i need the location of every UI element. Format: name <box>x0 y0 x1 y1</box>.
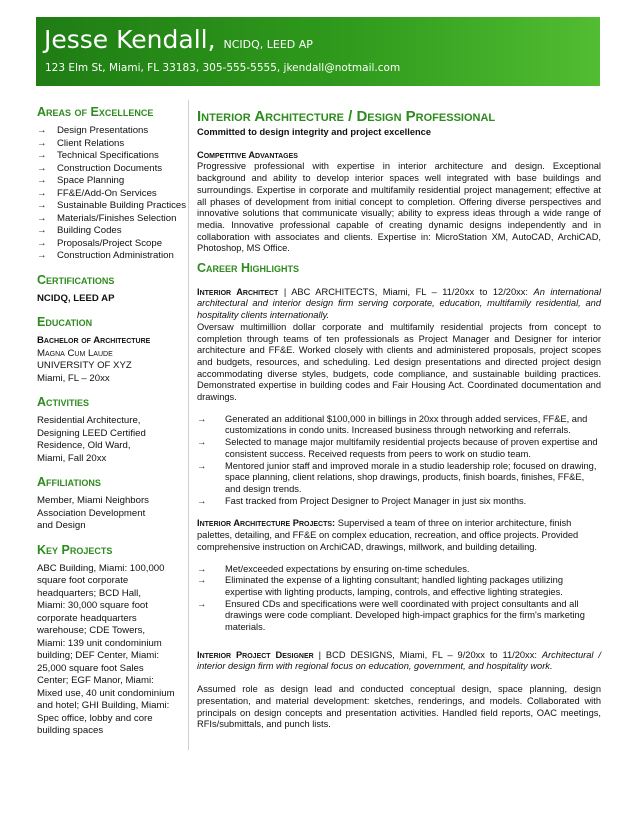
bullet-text: Met/exceeded expectations by ensuring on-time schedules. <box>225 563 470 574</box>
certifications-text: NCIDQ, LEED AP <box>37 292 115 304</box>
name-text: Jesse Kendall, <box>44 25 216 54</box>
project-line: corporate headquarters <box>37 612 137 624</box>
arrow-icon: → <box>197 437 207 448</box>
arrow-icon: → <box>37 200 47 211</box>
job1-details: | ABC ARCHITECTS, Miami, FL – 11/20xx to 12/20xx: <box>278 286 534 297</box>
affiliation-line: Association Development <box>37 507 146 519</box>
advantages-text: Progressive professional with expertise in interior architecture and design. Exceptional background and ability to develop interior spaces well integrated with base buildings and surroundings. Expertise in corporate and multifamily residential project management; effective at all phases of development from initial concept to completion. Offering diverse perspectives and innovative solutions that communicate visually; ability to express ideas through a wide range of media. Innovative professional capable of creating dynamic designs independently and in collaboration with associates and clients. Expertise in: MicroStation XM, AutoCAD, ArchiCAD, Photoshop, MS Office. <box>197 161 601 254</box>
activity-line: Residence, Old Ward, <box>37 440 131 451</box>
main-content <box>197 108 601 731</box>
activities-heading: Activities <box>37 395 90 409</box>
job1-title: Interior Architect <box>197 286 279 297</box>
area-label: Client Relations <box>57 137 125 149</box>
arrow-icon: → <box>197 575 207 586</box>
candidate-name <box>44 25 313 54</box>
arrow-icon: → <box>197 495 207 506</box>
arrow-icon: → <box>37 187 47 199</box>
education-heading: Education <box>37 315 93 329</box>
area-label: Construction Documents <box>57 162 163 174</box>
job2-text: Assumed role as design lead and conducted conceptual design, space planning, design presentation, and material development: sketches, renderings, and models. Collaborated with principals on design concepts and presentation activities. Handled field reports, OAC meetings, RFIs/submittals, and punch lists. <box>197 684 601 730</box>
affiliations-heading: Affiliations <box>37 475 101 489</box>
spacer <box>197 507 601 518</box>
area-label: Design Presentations <box>57 125 149 136</box>
projects-bullets <box>197 564 601 634</box>
arrow-icon: → <box>37 162 47 174</box>
project-line: Spec office, lobby and core <box>37 712 153 724</box>
spacer <box>197 673 601 684</box>
list-item <box>197 437 601 460</box>
degree: Bachelor of Architecture <box>37 335 151 346</box>
arrow-icon: → <box>37 175 47 186</box>
list-item <box>37 163 187 176</box>
list-item <box>197 496 601 508</box>
certifications-heading: Certifications <box>37 272 115 287</box>
arrow-icon: → <box>37 212 47 224</box>
resume-header <box>36 17 600 86</box>
area-label: Materials/Finishes Selection <box>57 212 177 224</box>
project-line: 25,000 square foot Sales <box>37 662 144 674</box>
job1-bullets <box>197 414 601 508</box>
list-item <box>37 250 187 263</box>
affiliation-line: and Design <box>37 520 86 531</box>
job2-details: | BCD DESIGNS, Miami, FL – 9/20xx to 11/20xx: <box>313 649 542 660</box>
list-item <box>37 225 187 238</box>
activity-line: Designing LEED Certified <box>37 427 146 439</box>
bullet-text: Generated an additional $100,000 in billings in 20xx through added services, FF&E, and customizations in condo units. Increased business through networking and referrals. <box>225 413 588 436</box>
project-line: building spaces <box>37 725 104 736</box>
project-line: Miami: 30,000 square foot <box>37 600 148 611</box>
key-projects-heading: Key Projects <box>37 542 113 557</box>
list-item <box>37 125 187 138</box>
list-item <box>197 564 601 576</box>
area-label: Sustainable Building Practices <box>57 200 187 211</box>
list-item <box>197 575 601 598</box>
area-label: Building Codes <box>57 225 122 236</box>
school: UNIVERSITY OF XYZ <box>37 360 132 371</box>
job2-description: Architectural / interior design firm with regional focus on education, government, and hospitality work. <box>197 649 601 672</box>
project-line: headquarters; BCD Hall, <box>37 587 141 599</box>
bullet-text: Fast tracked from Project Designer to Project Manager in just six months. <box>225 495 527 506</box>
projects-text: Supervised a team of three on interior architecture, finish palettes, detailing, and FF&E on complex education, recreation, and office projects. Provided comprehensive instruction on ArchiCAD, drawings, millwork, and building detailing. <box>197 518 579 552</box>
area-label: Space Planning <box>57 175 125 186</box>
bullet-text: Ensured CDs and specifications were well coordinated with project consultants and all drawings were code compliant. Developed high-impact graphics for the firm's marketing materials. <box>225 598 585 633</box>
list-item <box>197 414 601 437</box>
bullet-text: Selected to manage major multifamily residential projects because of proven expertise and consistent success. Received requests from peers to work on studio team. <box>225 437 598 459</box>
project-line: building; DEF Center, Miami: <box>37 650 160 661</box>
arrow-icon: → <box>37 237 47 249</box>
projects-paragraph <box>197 518 601 553</box>
areas-heading: Areas of Excellence <box>37 105 154 119</box>
arrow-icon: → <box>37 137 47 149</box>
arrow-icon: → <box>197 598 207 609</box>
arrow-icon: → <box>37 125 47 136</box>
contact-info: 123 Elm St, Miami, FL 33183, 305-555-5555, jkendall@notmail.com <box>45 62 401 74</box>
project-line: ABC Building, Miami: 100,000 <box>37 562 165 574</box>
professional-title: Interior Architecture / Design Professional <box>197 108 496 125</box>
arrow-icon: → <box>197 460 207 471</box>
spacer <box>197 634 601 650</box>
honors: Magna Cum Laude <box>37 347 113 359</box>
job1-description: An international architectural and interior design firm serving corporate, education, multifamily residential, and hospitality clients internationally. <box>197 286 602 321</box>
arrow-icon: → <box>37 150 47 161</box>
list-item <box>37 200 187 213</box>
career-heading: Career Highlights <box>197 261 300 276</box>
list-item <box>37 138 187 151</box>
project-line: warehouse; CDE Towers, <box>37 625 146 636</box>
area-label: FF&E/Add-On Services <box>57 187 157 199</box>
list-item <box>37 150 187 163</box>
project-line: square foot corporate <box>37 575 129 586</box>
job2-header <box>197 650 601 673</box>
project-line: Center; EGF Manor, Miami: <box>37 675 154 686</box>
areas-list <box>37 125 187 263</box>
job2-title: Interior Project Designer <box>197 649 314 660</box>
advantages-heading: Competitive Advantages <box>197 149 298 160</box>
list-item <box>197 599 601 634</box>
project-line: Miami: 139 unit condominium <box>37 637 162 649</box>
projects-label: Interior Architecture Projects: <box>197 518 336 529</box>
bullet-text: Eliminated the expense of a lighting consultant; handled lighting packages utilizing expertise with lighting products, lamping, controls, and effective lighting strategies. <box>225 575 564 597</box>
column-divider <box>188 100 189 750</box>
area-label: Technical Specifications <box>57 150 159 161</box>
area-label: Construction Administration <box>57 250 174 261</box>
job1-text: Oversaw multimillion dollar corporate and multifamily residential projects from concept to completion through teams of ten professionals as Project Manager and Designer for interior architecture and FF&E. Worked closely with clients and administered proposals, project scopes and budgets, resources, and scheduling. Led design presentations and directed project design accommodating diverse styles, budgets, code compliance, and sustainable building practices. Demonstrated expertise in building codes and Fair Housing Act. Coordinated documentation and drawings. <box>197 321 601 403</box>
list-item <box>37 175 187 188</box>
name-credentials: NCIDQ, LEED AP <box>223 38 313 51</box>
list-item <box>197 461 601 496</box>
project-line: and hotel; GHI Building, Miami: <box>37 700 170 711</box>
bullet-text: Mentored junior staff and improved morale in a studio leadership role; focused on drawing, space planning, client relations, shop drawings, products, finish boards, finishes, FF&E, and design trends. <box>225 460 597 494</box>
area-label: Proposals/Project Scope <box>57 237 163 249</box>
activity-line: Miami, Fall 20xx <box>37 452 107 464</box>
arrow-icon: → <box>37 225 47 236</box>
school-location-year: Miami, FL – 20xx <box>37 372 110 384</box>
list-item <box>37 213 187 226</box>
professional-subtitle: Committed to design integrity and project excellence <box>197 127 432 137</box>
list-item <box>37 238 187 251</box>
project-line: Mixed use, 40 unit condominium <box>37 687 175 699</box>
activity-line: Residential Architecture, <box>37 415 141 426</box>
arrow-icon: → <box>197 563 207 574</box>
job1-header <box>197 287 601 322</box>
arrow-icon: → <box>197 413 207 424</box>
left-sidebar <box>37 105 187 738</box>
affiliation-line: Member, Miami Neighbors <box>37 495 149 506</box>
list-item <box>37 188 187 201</box>
arrow-icon: → <box>37 250 47 261</box>
